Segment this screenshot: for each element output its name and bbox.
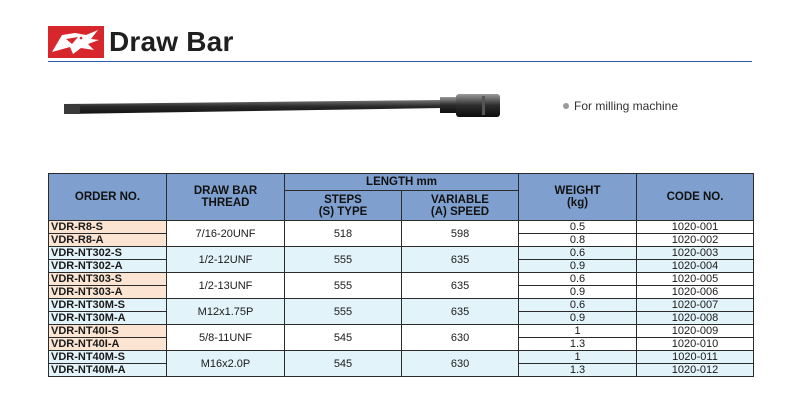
code-no-cell: 1020-010 [637, 338, 754, 351]
order-no-cell: VDR-NT40M-S [49, 351, 167, 364]
variable-length-cell: 630 [402, 351, 519, 377]
code-no-cell: 1020-006 [637, 286, 754, 299]
thread-cell: 1/2-13UNF [167, 273, 285, 299]
order-no-cell: VDR-NT40I-A [49, 338, 167, 351]
col-steps: STEPS (S) TYPE [285, 191, 402, 221]
code-no-cell: 1020-003 [637, 247, 754, 260]
order-no-cell: VDR-NT40M-A [49, 364, 167, 377]
code-no-cell: 1020-012 [637, 364, 754, 377]
code-no-cell: 1020-008 [637, 312, 754, 325]
bullet-icon [563, 103, 569, 109]
code-no-cell: 1020-009 [637, 325, 754, 338]
weight-cell: 0.6 [519, 247, 637, 260]
title-divider [48, 61, 752, 62]
table-row [49, 247, 754, 260]
col-code-no: CODE NO. [637, 174, 754, 221]
col-weight: WEIGHT (kg) [519, 174, 637, 221]
order-no-cell: VDR-NT303-S [49, 273, 167, 286]
order-no-cell: VDR-NT302-A [49, 260, 167, 273]
table-row [49, 221, 754, 234]
weight-cell: 1 [519, 325, 637, 338]
variable-length-cell: 598 [402, 221, 519, 247]
steps-length-cell: 555 [285, 273, 402, 299]
brand-logo-icon [48, 26, 104, 58]
spec-table-body [49, 221, 754, 377]
weight-cell: 1.3 [519, 338, 637, 351]
variable-length-cell: 630 [402, 325, 519, 351]
code-no-cell: 1020-007 [637, 299, 754, 312]
steps-length-cell: 518 [285, 221, 402, 247]
order-no-cell: VDR-NT303-A [49, 286, 167, 299]
weight-cell: 1.3 [519, 364, 637, 377]
weight-cell: 0.9 [519, 260, 637, 273]
code-no-cell: 1020-004 [637, 260, 754, 273]
thread-cell: M12x1.75P [167, 299, 285, 325]
weight-cell: 0.6 [519, 299, 637, 312]
variable-length-cell: 635 [402, 273, 519, 299]
order-no-cell: VDR-R8-A [49, 234, 167, 247]
steps-length-cell: 555 [285, 247, 402, 273]
weight-cell: 0.9 [519, 312, 637, 325]
col-length: LENGTH mm [285, 174, 519, 191]
application-note-text: For milling machine [574, 99, 679, 113]
variable-length-cell: 635 [402, 299, 519, 325]
weight-cell: 1 [519, 351, 637, 364]
code-no-cell: 1020-005 [637, 273, 754, 286]
table-row [49, 299, 754, 312]
draw-bar-spec-table [48, 173, 754, 377]
order-no-cell: VDR-NT40I-S [49, 325, 167, 338]
weight-cell: 0.6 [519, 273, 637, 286]
col-draw-bar-thread: DRAW BAR THREAD [167, 174, 285, 221]
weight-cell: 0.9 [519, 286, 637, 299]
thread-cell: 7/16-20UNF [167, 221, 285, 247]
code-no-cell: 1020-011 [637, 351, 754, 364]
steps-length-cell: 545 [285, 325, 402, 351]
table-row [49, 273, 754, 286]
variable-length-cell: 635 [402, 247, 519, 273]
code-no-cell: 1020-002 [637, 234, 754, 247]
order-no-cell: VDR-R8-S [49, 221, 167, 234]
col-order-no: ORDER NO. [49, 174, 167, 221]
table-row [49, 325, 754, 338]
table-row [49, 351, 754, 364]
thread-cell: 5/8-11UNF [167, 325, 285, 351]
order-no-cell: VDR-NT302-S [49, 247, 167, 260]
steps-length-cell: 545 [285, 351, 402, 377]
order-no-cell: VDR-NT30M-S [49, 299, 167, 312]
weight-cell: 0.5 [519, 221, 637, 234]
order-no-cell: VDR-NT30M-A [49, 312, 167, 325]
draw-bar-image [60, 88, 520, 128]
page-title: Draw Bar [109, 26, 234, 57]
weight-cell: 0.8 [519, 234, 637, 247]
application-note [563, 99, 678, 113]
thread-cell: 1/2-12UNF [167, 247, 285, 273]
code-no-cell: 1020-001 [637, 221, 754, 234]
thread-cell: M16x2.0P [167, 351, 285, 377]
col-variable: VARIABLE (A) SPEED [402, 191, 519, 221]
steps-length-cell: 555 [285, 299, 402, 325]
